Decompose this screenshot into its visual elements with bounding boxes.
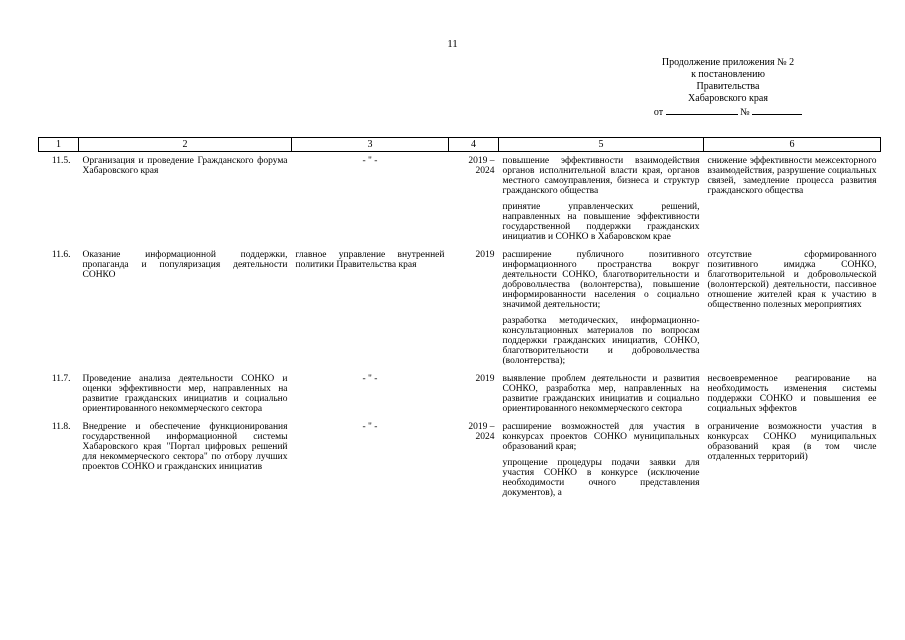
column-number: 4: [449, 138, 499, 152]
measure-name: Организация и проведение Гражданского форума Хабаровского края: [82, 156, 288, 176]
expected-results: [499, 368, 704, 416]
item-number: 11.5.: [51, 156, 71, 166]
expected-results: [499, 416, 704, 500]
from-label: от: [653, 107, 664, 118]
item-number: 11.6.: [51, 250, 71, 260]
table-row: [39, 244, 881, 368]
header-line-4: Хабаровского края: [688, 93, 768, 104]
result-item: повышение эффективности взаимодействия органов исполнительной власти края, органов местного самоуправления, бизнеса и структур гражданского общества: [502, 156, 700, 196]
column-number-row: [39, 138, 881, 152]
measure-name: Проведение анализа деятельности СОНКО и оценки эффективности мер, направленных на развитие гражданских инициатив и социально ориентированного некоммерческого сектора: [82, 374, 288, 414]
risks: ограничение возможности участия в конкурсах СОНКО муниципальных образований края (в том числе отдаленных территорий): [707, 422, 877, 462]
column-number: 2: [79, 138, 292, 152]
term: 2019: [475, 374, 495, 384]
date-blank: [666, 105, 738, 115]
column-number: 6: [704, 138, 881, 152]
executor: - " -: [362, 374, 378, 384]
result-item: упрощение процедуры подачи заявки для участия СОНКО в конкурсе (исключение необходимости очного представления документов), а: [502, 458, 700, 498]
table-row: [39, 368, 881, 416]
risks: снижение эффективности межсекторного взаимодействия, разрушение социальных связей, замедление процесса развития гражданского общества: [707, 156, 877, 196]
number-blank: [752, 105, 802, 115]
appendix-header: [638, 57, 818, 119]
measure-name: Оказание информационной поддержки, пропаганда и популяризация деятельности СОНКО: [82, 250, 288, 280]
header-line-2: к постановлению: [691, 69, 765, 80]
term: 2019 – 2024: [468, 156, 495, 176]
measures-table: [38, 137, 881, 500]
header-line-1: Продолжение приложения № 2: [661, 57, 795, 68]
column-number: 3: [292, 138, 449, 152]
header-line-3: Правительства: [696, 81, 760, 92]
result-item: разработка методических, информационно-консультационных материалов по вопросам поддержки гражданских инициатив, СОНКО, благотворительности и добровольчества (волонтерства);: [502, 316, 700, 366]
executor: главное управление внутренней политики Правительства края: [295, 250, 445, 270]
risks: несвоевременное реагирование на необходимость изменения системы поддержки СОНКО и повышения ее социальных эффектов: [707, 374, 877, 414]
risks: отсутствие сформированного позитивного имиджа СОНКО, благотворительной и добровольческой (волонтерской) деятельности, пассивное отношение жителей края к участию в общественно полезных мероприятиях: [707, 250, 877, 310]
expected-results: [499, 244, 704, 368]
date-number-line: [638, 105, 818, 119]
measure-name: Внедрение и обеспечение функционирования государственной информационной системы Хабаровского края "Портал цифровых решений для некоммерческого сектора" по отбору лучших проектов СОНКО и гражданских инициатив: [82, 422, 288, 472]
page-number: 11: [447, 38, 458, 50]
result-item: выявление проблем деятельности и развития СОНКО, разработка мер, направленных на развитие гражданских инициатив и социально ориентированного некоммерческого сектора: [502, 374, 700, 414]
executor: - " -: [362, 422, 378, 432]
number-label: №: [740, 107, 750, 118]
executor: - " -: [362, 156, 378, 166]
result-item: принятие управленческих решений, направленных на повышение эффективности государственной поддержки гражданских инициатив и СОНКО в Хабаровском крае: [502, 202, 700, 242]
table-row: [39, 152, 881, 245]
result-item: расширение публичного позитивного информационного пространства вокруг деятельности СОНКО, благотворительности и добровольчества (волонтерства), повышение информированности населения о социально значимой деятельности;: [502, 250, 700, 310]
expected-results: [499, 152, 704, 245]
item-number: 11.8.: [51, 422, 71, 432]
term: 2019: [475, 250, 495, 260]
item-number: 11.7.: [51, 374, 71, 384]
column-number: 1: [39, 138, 79, 152]
term: 2019 – 2024: [468, 422, 495, 442]
column-number: 5: [499, 138, 704, 152]
result-item: расширение возможностей для участия в конкурсах проектов СОНКО муниципальных образований края;: [502, 422, 700, 452]
table-row: [39, 416, 881, 500]
